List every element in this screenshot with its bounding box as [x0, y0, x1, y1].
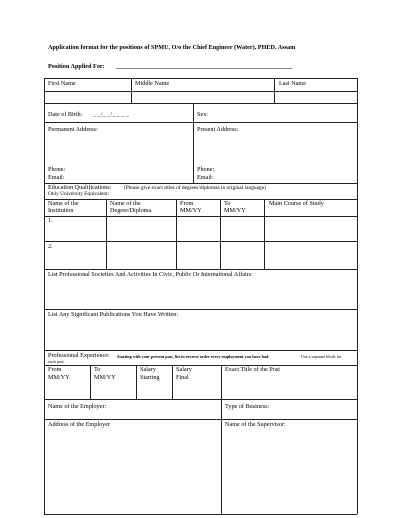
publications-label: List Any Significant Publications You Have Written: [48, 311, 179, 318]
experience-note-3: each post. [48, 359, 65, 364]
form-title: Application format for the positions of SPMU, O/o the Chief Engineer (Water), PHED, Assam [48, 44, 296, 51]
experience-note-2: Use a separate block for [301, 353, 342, 359]
experience-title: Professional Experience: [48, 352, 110, 359]
exp-exact-title-label: Exact Title of the Post [225, 366, 281, 373]
exp-business-label: Type of Business: [225, 403, 270, 410]
education-subnote: Only University Equivalent: [48, 191, 110, 197]
present-phone-label: Phone: [197, 166, 215, 173]
present-email-label: Email: [197, 174, 214, 181]
edu-header-degree-2: Degree/Diploma [110, 207, 152, 214]
edu-header-degree-1: Name of the [110, 200, 141, 207]
last-name-field[interactable] [275, 92, 356, 102]
exp-to-format: MM/YY [94, 374, 116, 381]
sex-label: Sex: [197, 111, 209, 118]
dob-label: Date of Birth: [48, 111, 83, 118]
publications-field[interactable] [46, 322, 355, 348]
societies-label: List Professional Societies And Activities In Civic, Public Or International Affairs: [48, 271, 253, 278]
exp-salary-starting-label: Salary [140, 366, 156, 373]
present-address-field[interactable] [195, 136, 355, 164]
edu-row-number-1: 1. [48, 217, 53, 224]
exp-from-label: From [48, 366, 62, 373]
middle-name-field[interactable] [132, 92, 273, 102]
exp-final-label: Final [176, 374, 189, 381]
position-applied-field[interactable]: _______________________________________________________________ [116, 63, 293, 70]
edu-header-to-2: MM/YY [224, 207, 246, 214]
education-note: (Please give exact titles of degrees/diplomas in original language) [124, 184, 266, 191]
education-title: Education Qualifications: [48, 184, 112, 191]
permanent-phone-label: Phone: [48, 166, 66, 173]
first-name-label: First Name [48, 80, 76, 87]
exp-employer-address-label: Address of the Employer [48, 421, 111, 428]
permanent-email-label: Email: [48, 174, 65, 181]
exp-salary-final-label: Salary [176, 366, 192, 373]
dob-field[interactable]: _ _/_ _/_ _ _ _ [93, 111, 129, 118]
present-address-label: Present Address: [197, 126, 239, 133]
edu-header-course: Main Course of Study [269, 200, 324, 207]
edu-header-to-1: To [224, 200, 231, 207]
edu-header-institution-2: Institution [48, 207, 74, 214]
exp-employer-label: Name of the Employer: [48, 403, 107, 410]
exp-supervisor-label: Name of the Supervisor: [225, 421, 286, 428]
sex-field[interactable] [215, 108, 355, 120]
experience-note: Starting with your present post, list in reverse order every employment you have had. [117, 353, 270, 359]
edu-header-from-1: From [180, 200, 194, 207]
exp-starting-label: Starting [140, 374, 160, 381]
first-name-field[interactable] [45, 92, 130, 102]
permanent-address-label: Permanent Address: [48, 126, 98, 133]
exp-to-label: To [94, 366, 101, 373]
permanent-address-field[interactable] [46, 136, 191, 164]
edu-header-institution-1: Name of the [48, 200, 79, 207]
societies-field[interactable] [46, 281, 355, 307]
edu-header-from-2: MM/YY [180, 207, 202, 214]
exp-from-format: MM/YY [48, 374, 70, 381]
position-applied-label: Position Applied For: [48, 63, 105, 70]
last-name-label: Last Name [279, 80, 306, 87]
middle-name-label: Middle Name [135, 80, 170, 87]
edu-row-number-2: 2. [48, 243, 53, 250]
